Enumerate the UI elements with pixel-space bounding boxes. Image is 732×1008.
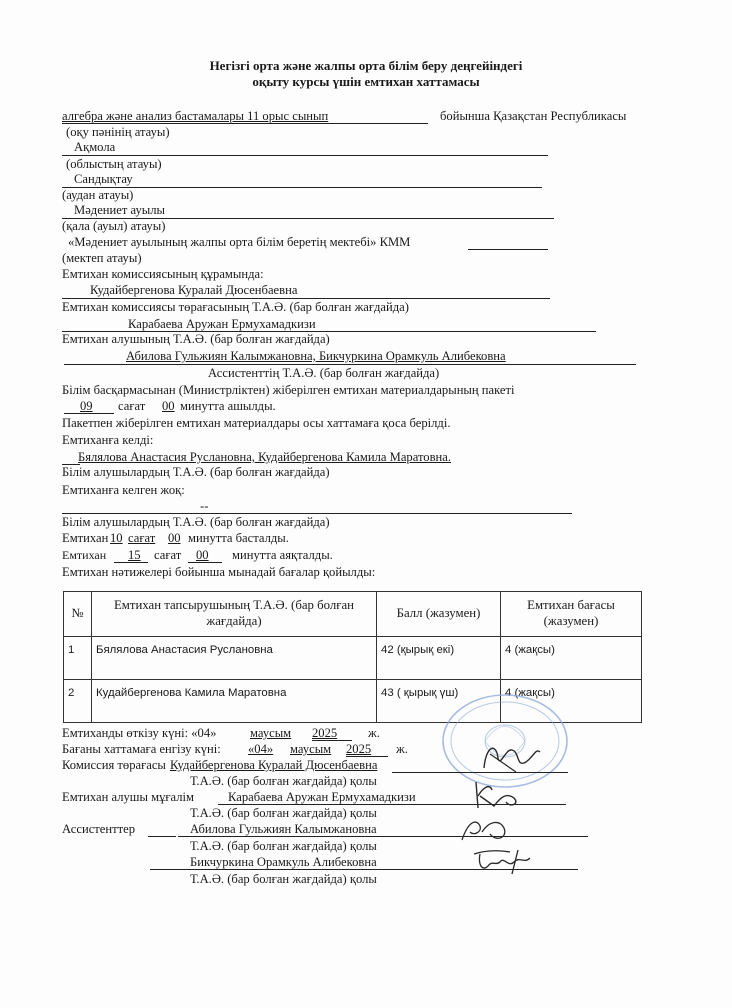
doc-title-line1: Негізгі орта және жалпы орта білім беру деңгейіндегі (209, 58, 523, 73)
entry-date-month: маусым (290, 742, 332, 756)
commission-examiner: Карабаева Аружан Ермухамадкизи (128, 317, 316, 331)
subject-suffix: бойынша Қазақстан Республикасы (440, 109, 627, 123)
subject-underline (62, 123, 428, 124)
end-prefix: Емтихан (62, 548, 107, 562)
district-value: Сандықтау (74, 172, 133, 186)
school-underline (468, 249, 548, 250)
package-minute-suffix: минутта ашылды. (180, 399, 276, 413)
end-hour-underline (114, 562, 148, 563)
absent-label: Емтиханға келген жоқ: (62, 483, 185, 497)
assistant2-signature (470, 844, 536, 878)
assistant1-signature (456, 812, 518, 846)
region-underline (62, 155, 548, 156)
start-hour-word: сағат (128, 531, 156, 545)
commission-assistants-underline (64, 364, 636, 365)
entry-date-day: «04» (248, 742, 274, 756)
chair-sign-caption: Т.А.Ә. (бар болған жағдайда) қолы (190, 774, 377, 788)
start-prefix: Емтихан (62, 531, 109, 545)
table-header-cell: № (64, 592, 92, 637)
entry-date-label: Бағаны хаттамаға енгізу күні: (62, 742, 221, 756)
package-minute: 00 (162, 399, 175, 413)
package-hour: 09 (80, 399, 93, 413)
absent-underline (62, 513, 572, 514)
commission-chair-caption: Емтихан комиссиясы төрағасының Т.А.Ә. (бар болған жағдайда) (62, 300, 409, 314)
district-underline (62, 187, 542, 188)
table-cell: 42 (қырық екі) (377, 637, 501, 680)
end-hour-word: сағат (154, 548, 182, 562)
teacher-signature (470, 778, 530, 812)
exam-date-suffix: ж. (368, 726, 380, 740)
chair-name: Кудайбергенова Куралай Дюсенбаевна (170, 758, 378, 772)
chair-signature (476, 738, 546, 778)
table-header-cell: Емтихан бағасы (жазумен) (501, 592, 642, 637)
table-header-row (64, 592, 642, 637)
teacher-name: Карабаева Аружан Ермухамадкизи (228, 790, 416, 804)
commission-chair: Кудайбергенова Куралай Дюсенбаевна (90, 283, 298, 297)
city-caption: (қала (ауыл) атауы) (62, 219, 166, 233)
end-hour: 15 (128, 548, 141, 562)
assistant1-sign-caption: Т.А.Ә. (бар болған жағдайда) қолы (190, 839, 377, 853)
commission-assistants: Абилова Гульжиян Калымжановна, Бикчуркина Орамкуль Алибековна (126, 349, 506, 363)
start-hour: 10 (110, 531, 123, 545)
commission-chair-underline (62, 298, 550, 299)
region-value: Ақмола (74, 140, 116, 154)
entry-date-year-underline (346, 756, 388, 757)
table-header-cell: Балл (жазумен) (377, 592, 501, 637)
chair-label: Комиссия төрағасы (62, 758, 166, 772)
assistant1-sign-line (178, 836, 588, 837)
entry-date-year: 2025 (346, 742, 372, 756)
teacher-label: Емтихан алушы мұғалім (62, 790, 194, 804)
table-cell: Бялялова Анастасия Руслановна (92, 637, 377, 680)
absent-value: -- (200, 499, 209, 513)
package-line1: Білім басқармасынан (Министрліктен) жіберілген емтихан материалдарының пакеті (62, 383, 515, 397)
start-suffix: минутта басталды. (188, 531, 289, 545)
results-intro: Емтихан нәтижелері бойынша мынадай бағалар қойылды: (62, 565, 376, 579)
subject-value: алгебра және анализ бастамалары 11 орыс сынып (62, 109, 329, 123)
district-caption: (аудан атауы) (62, 188, 134, 202)
came-caption: Білім алушылардың Т.А.Ә. (бар болған жағдайда) (62, 465, 330, 479)
assistants-lead-line (148, 836, 176, 837)
end-minute: 00 (196, 548, 209, 562)
table-cell: 1 (64, 637, 92, 680)
exam-date-month: маусым (250, 726, 292, 740)
package-attached: Пакетпен жіберілген емтихан материалдары осы хаттамаға қоса берілді. (62, 416, 451, 430)
start-minute: 00 (168, 531, 181, 545)
table-cell: 4 (жақсы) (501, 637, 642, 680)
region-caption: (облыстың атауы) (66, 157, 162, 171)
exam-date-year: 2025 (312, 726, 338, 740)
absent-caption: Білім алушылардың Т.А.Ә. (бар болған жағдайда) (62, 515, 330, 529)
entry-date-suffix: ж. (396, 742, 408, 756)
table-cell: 4 (жақсы) (501, 680, 642, 723)
assistant1-name: Абилова Гульжиян Калымжановна (190, 822, 377, 836)
table-cell: 43 ( қырық үш) (377, 680, 501, 723)
table-row (64, 637, 642, 680)
exam-date-label: Емтиханды өткізу күні: «04» (62, 726, 217, 740)
exam-date-year-underline (312, 740, 352, 741)
end-minute-underline (188, 562, 222, 563)
school-value: «Мәдениет ауылының жалпы орта білім беретің мектебі» КММ (68, 235, 411, 249)
assistant2-sign-caption: Т.А.Ә. (бар болған жағдайда) қолы (190, 872, 377, 886)
teacher-sign-caption: Т.А.Ә. (бар болған жағдайда) қолы (190, 806, 377, 820)
commission-examiner-caption: Емтихан алушының Т.А.Ә. (бар болған жағдайда) (62, 332, 330, 346)
city-value: Мәдениет ауылы (74, 203, 165, 217)
commission-label: Емтихан комиссиясының құрамында: (62, 267, 264, 281)
school-caption: (мектеп атауы) (62, 251, 142, 265)
assistants-label: Ассистенттер (62, 822, 136, 836)
end-suffix: минутта аяқталды. (232, 548, 333, 562)
came-label: Емтиханға келді: (62, 433, 154, 447)
subject-caption: (оқу пәнінің атауы) (66, 125, 170, 139)
package-hour-underline (64, 413, 114, 414)
table-cell: 2 (64, 680, 92, 723)
table-cell: Кудайбергенова Камила Маратовна (92, 680, 377, 723)
came-list: Бялялова Анастасия Руслановна, Кудайбергенова Камила Маратовна. (78, 450, 452, 464)
doc-title-line2: оқыту курсы үшін емтихан хаттамасы (252, 74, 480, 89)
assistant2-name: Бикчуркина Орамкуль Алибековна (190, 855, 377, 869)
package-hour-word: сағат (118, 399, 146, 413)
table-header-cell: Емтихан тапсырушының Т.А.Ә. (бар болған жағдайда) (92, 592, 377, 637)
commission-assistants-caption: Ассистенттің Т.А.Ә. (бар болған жағдайда) (208, 366, 440, 380)
